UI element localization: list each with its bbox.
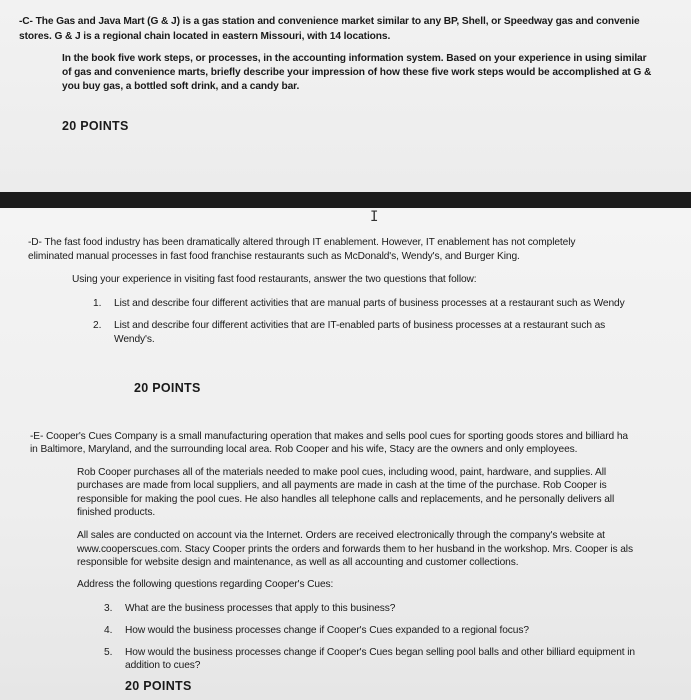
question-4-line-1: How would the business processes change if Cooper's Cues expanded to a regional focus? <box>125 625 529 636</box>
section-c-line-1: -C- The Gas and Java Mart (G & J) is a gas station and convenience market similar to any BP, Shell, or Speedway gas and convenie <box>19 16 640 27</box>
question-2-line-1: List and describe four different activities that are IT-enabled parts of business processes at a restaurant such as <box>114 320 606 331</box>
section-c-para-line-1: In the book five work steps, or processes, in the accounting information system. Based on your experience in using similar <box>62 53 647 64</box>
section-d-line-1: -D- The fast food industry has been dramatically altered through IT enablement. However, IT enablement has not completely <box>28 237 576 248</box>
section-d-points: 20 POINTS <box>134 381 201 395</box>
section-e-para1-line-2: purchases are made from local suppliers, and all payments are made in cash at the time of the purchase. Rob Cooper is <box>77 480 607 491</box>
section-e-points: 20 POINTS <box>125 679 192 693</box>
question-2-line-2: Wendy's. <box>114 334 155 345</box>
section-e-line-1: -E- Cooper's Cues Company is a small manufacturing operation that makes and sells pool cues for sporting goods stores and billiard ha <box>30 431 628 442</box>
section-e-para2-line-1: All sales are conducted on account via the Internet. Orders are received electronically through the company's website at <box>77 530 605 541</box>
question-3-line-1: What are the business processes that apply to this business? <box>125 603 396 614</box>
section-e-para2-line-3: responsible for website design and maintenance, as well as all accounting and customer collections. <box>77 557 519 568</box>
section-e-para1-line-3: responsible for making the pool cues. He also handles all telephone calls and replacements, and he personally delivers all <box>77 494 615 505</box>
page-divider-band <box>0 192 691 208</box>
section-e-para1-line-4: finished products. <box>77 507 156 518</box>
section-c-para-line-2: of gas and convenience marts, briefly describe your impression of how these five work steps would be accomplished at G & <box>62 67 652 78</box>
text-cursor-icon: I <box>370 209 379 225</box>
question-4-number: 4. <box>104 625 113 636</box>
page-top <box>0 0 691 192</box>
question-1-line-1: List and describe four different activities that are manual parts of business processes at a restaurant such as Wendy <box>114 298 625 309</box>
section-c-line-2: stores. G & J is a regional chain located in eastern Missouri, with 14 locations. <box>19 31 391 42</box>
section-e-line-2: in Baltimore, Maryland, and the surrounding local area. Rob Cooper and his wife, Stacy are the owners and only employees. <box>30 444 578 455</box>
section-c-points: 20 POINTS <box>62 119 129 133</box>
section-c-para-line-3: you buy gas, a bottled soft drink, and a candy bar. <box>62 81 300 92</box>
question-5-number: 5. <box>104 647 113 658</box>
section-e-para2-line-2: www.cooperscues.com. Stacy Cooper prints the orders and forwards them to her husband in the workshop. Mrs. Cooper is als <box>77 544 633 555</box>
section-e-para1-line-1: Rob Cooper purchases all of the materials needed to make pool cues, including wood, paint, hardware, and supplies. All <box>77 467 607 478</box>
question-5-line-2: addition to cues? <box>125 660 201 671</box>
question-3-number: 3. <box>104 603 113 614</box>
question-2-number: 2. <box>93 320 102 331</box>
question-5-line-1: How would the business processes change if Cooper's Cues began selling pool balls and other billiard equipment in <box>125 647 635 658</box>
section-e-address: Address the following questions regarding Cooper's Cues: <box>77 579 334 590</box>
section-d-instruction: Using your experience in visiting fast food restaurants, answer the two questions that follow: <box>72 274 477 285</box>
question-1-number: 1. <box>93 298 102 309</box>
section-d-line-2: eliminated manual processes in fast food franchise restaurants such as McDonald's, Wendy's, and Burger King. <box>28 251 520 262</box>
